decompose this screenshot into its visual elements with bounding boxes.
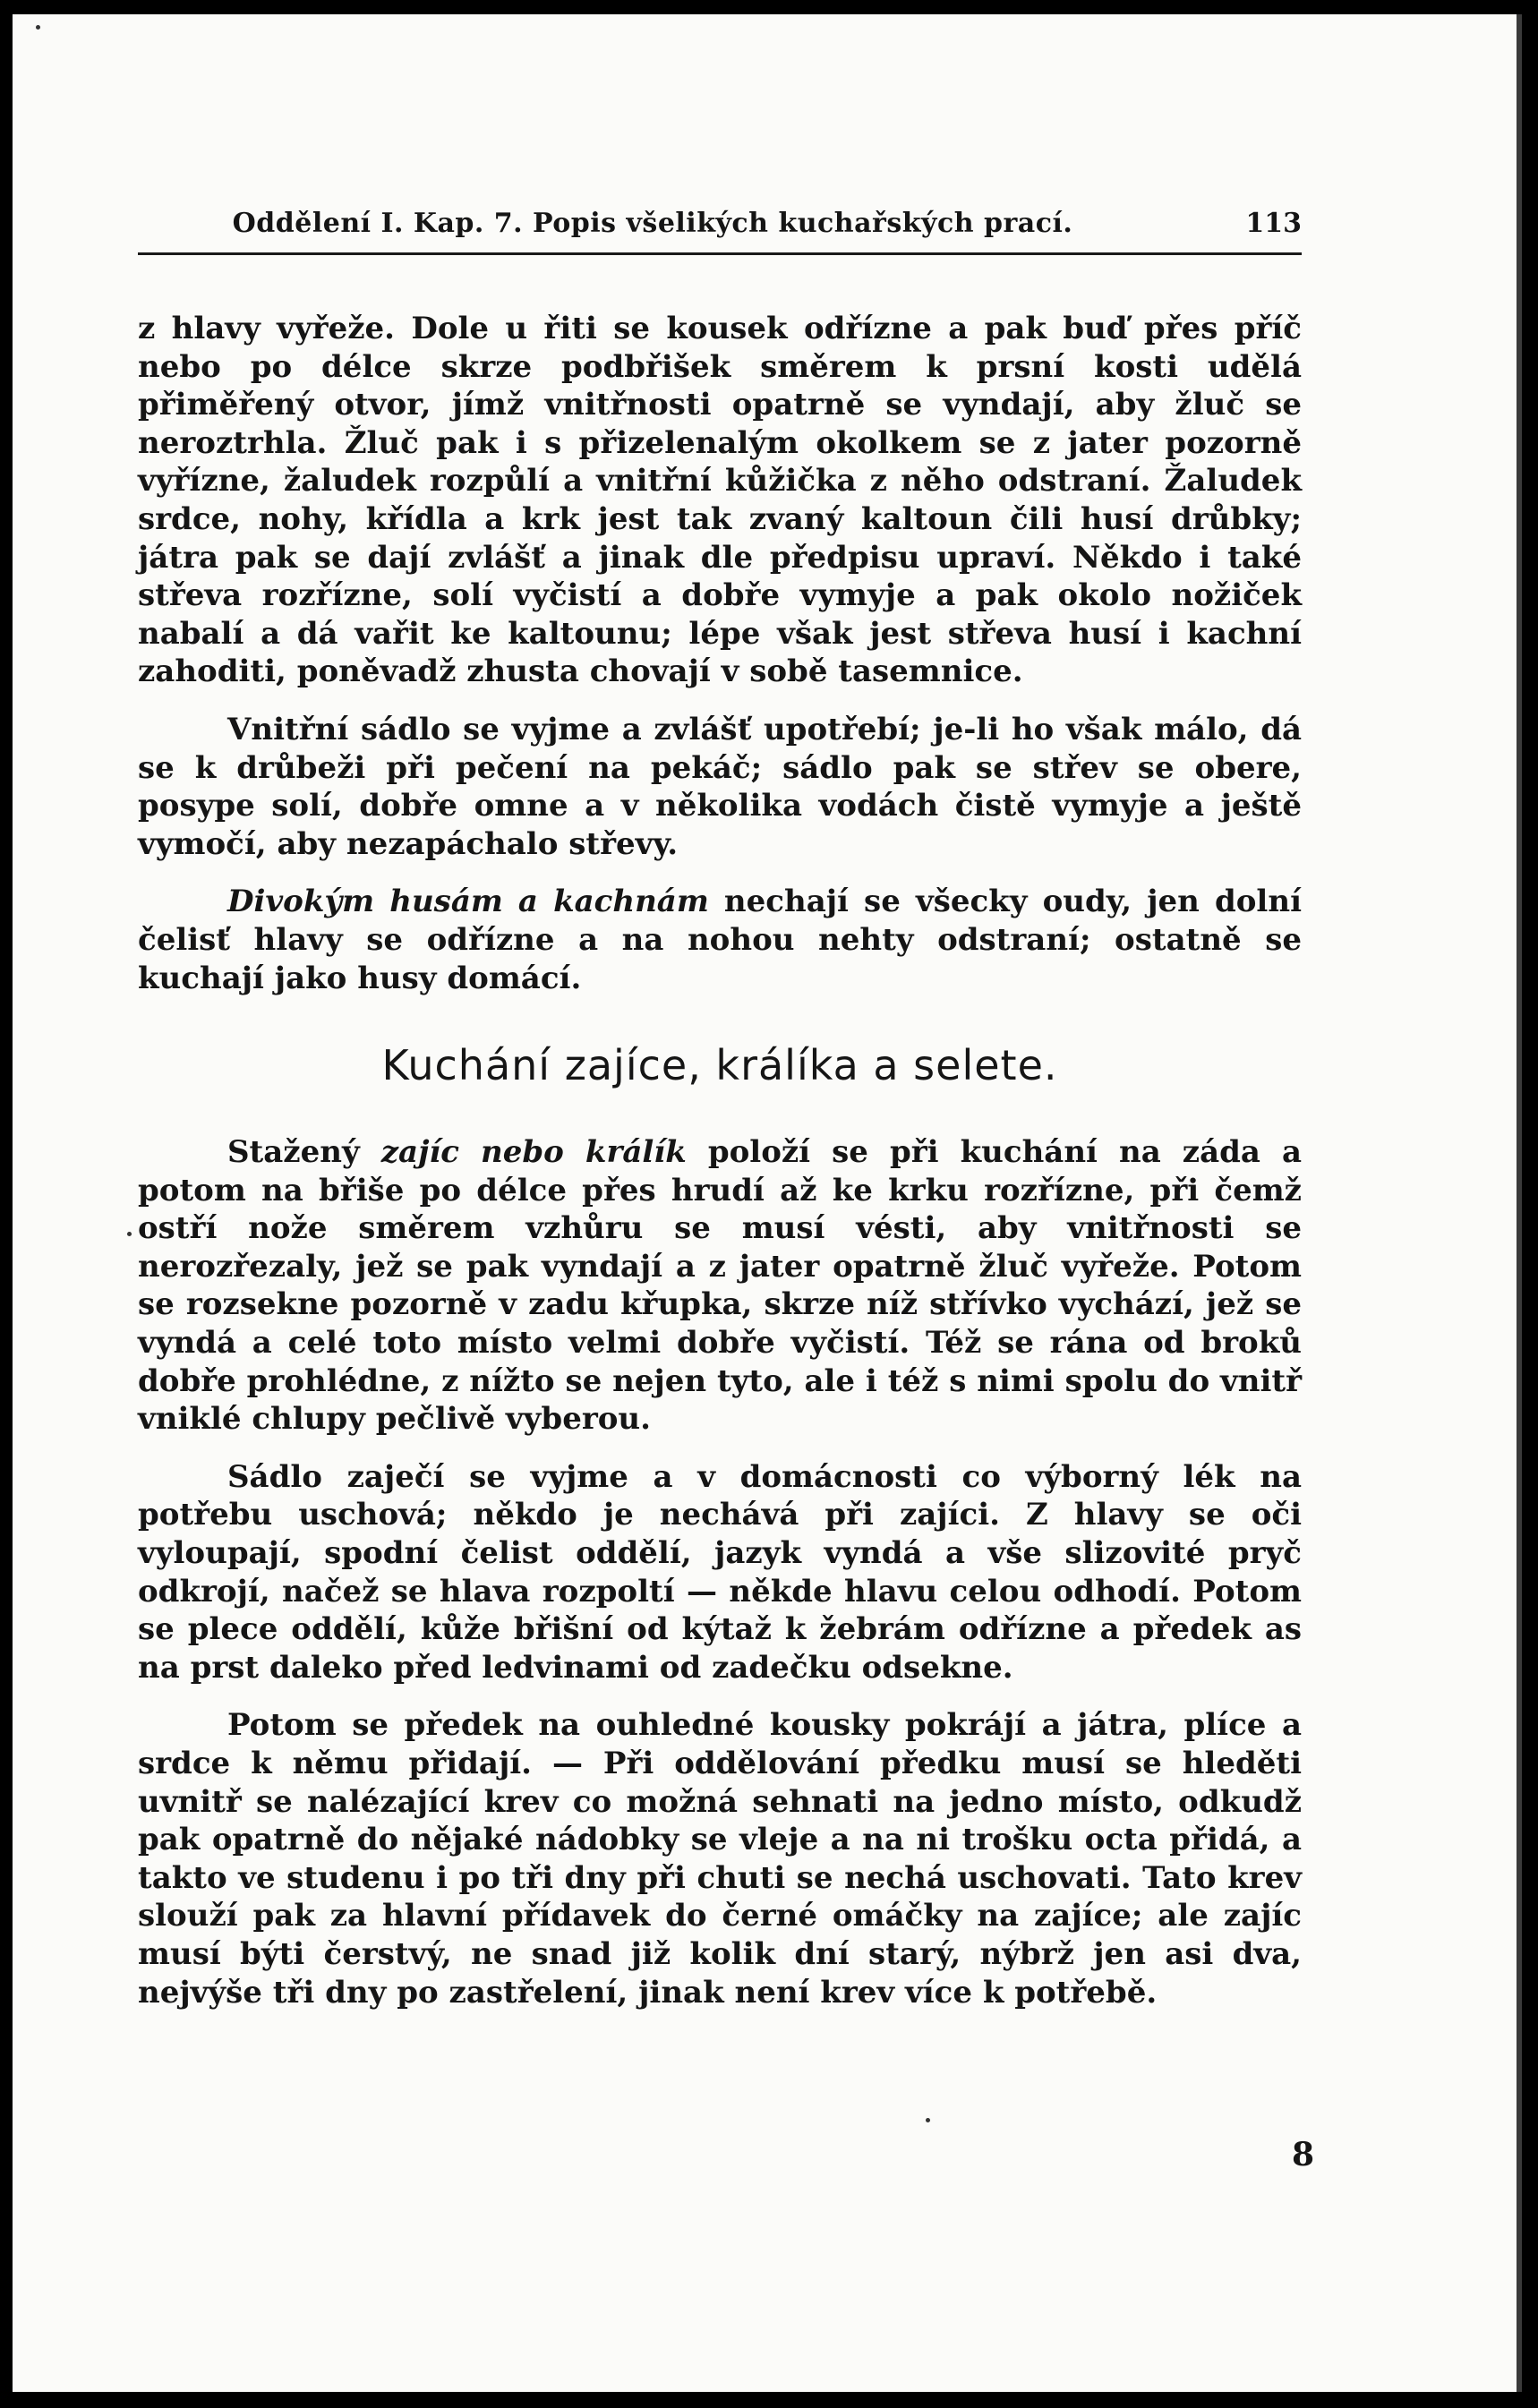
print-speck — [926, 2118, 930, 2122]
paragraph-4-text: položí se při kuchání na záda a potom na břiše po délce přes hrudí až ke krku rozřízne, při čemž ostří nože směrem vzhůru se musí vésti, aby vnitřnosti se nerozřezaly, jež se pak vyndají a z jater opatrně žluč vyřeže. Potom se rozsekne pozorně v zadu křupka, skrze níž střívko vychází, jež se vyndá a celé toto místo velmi dobře vyčistí. Též se rána od broků dobře prohlédne, z nížto se nejen tyto, ale i též s nimi spolu do vnitř vniklé chlupy pečlivě vyberou. — [138, 1134, 1302, 1438]
paragraph-3-italic: Divokým husám a kachnám — [227, 884, 709, 920]
paragraph-3 — [138, 883, 1302, 997]
paragraph-1: z hlavy vyřeže. Dole u řiti se kousek odřízne a pak buď přes příč nebo po délce skrze podbřišek směrem k prsní kosti udělá přiměřený otvor, jímž vnitřnosti opatrně se vyndají, aby žluč se neroztrhla. Žluč pak i s přizelenalým okolkem se z jater pozorně vyřízne, žaludek rozpůlí a vnitřní kůžička z něho odstraní. Žaludek srdce, nohy, křídla a krk jest tak zvaný kaltoun čili husí drůbky; játra pak se dají zvlášť a jinak dle předpisu upraví. Někdo i také střeva rozřízne, solí vyčistí a dobře vymyje a pak okolo nožiček nabalí a dá vařit ke kaltounu; lépe však jest střeva husí i kachní zahoditi, poněvadž zhusta chovají v sobě tasemnice. — [138, 311, 1302, 690]
print-speck — [36, 25, 40, 30]
book-page — [13, 14, 1522, 2392]
page-number: 113 — [1245, 208, 1302, 239]
paragraph-4 — [138, 1133, 1302, 1439]
paragraph-2: Vnitřní sádlo se vyjme a zvlášť upotřebí; je-li ho však málo, dá se k drůbeži při pečení na pekáč; sádlo pak se střev se obere, posype solí, dobře omne a v několika vodách čistě vymyje a ještě vymočí, aby nezapáchalo střevy. — [138, 711, 1302, 862]
section-heading: Kuchání zajíce, králíka a selete. — [381, 1041, 1058, 1090]
paragraph-5: Sádlo zaječí se vyjme a v domácnosti co výborný lék na potřebu uschová; někdo je nechává při zajíci. Z hlavy se oči vyloupají, spodní čelist oddělí, jazyk vyndá a vše slizovité pryč odkrojí, načež se hlava rozpoltí — někde hlavu celou odhodí. Potom se plece oddělí, kůže břišní od kýtaž k žebrám odřízne a předek as na prst daleko před ledvinami od zadečku odsekne. — [138, 1458, 1302, 1686]
paragraph-6: Potom se předek na ouhledné kousky pokrájí a játra, plíce a srdce k němu přidají. — Při oddělování předku musí se hleděti uvnitř se nalézající krev co možná sehnati na jedno místo, odkudž pak opatrně do nějaké nádobky se vleje a na ni trošku octa přidá, a takto ve studenu i po tři dny při chuti se nechá uschovati. Tato krev slouží pak za hlavní přídavek do černé omáčky na zajíce; ale zajíc musí býti čerstvý, ne snad již kolik dní starý, nýbrž jen asi dva, nejvýše tři dny po zastřelení, jinak není krev více k potřebě. — [138, 1707, 1302, 2011]
print-speck — [127, 1232, 132, 1236]
paragraph-3-text: nechají se všecky oudy, jen dolní čelisť hlavy se odřízne a na nohou nehty odstraní; ostatně se kuchají jako husy domácí. — [138, 884, 1302, 996]
running-header — [138, 202, 1302, 255]
body-text — [138, 310, 1302, 2031]
paragraph-4-italic: zajíc nebo králík — [380, 1134, 687, 1171]
paragraph-4-start: Stažený — [227, 1134, 381, 1171]
signature-mark: 8 — [1291, 2136, 1314, 2173]
header-title: Oddělení I. Kap. 7. Popis všelikých kuchařských prací. — [232, 208, 1073, 239]
